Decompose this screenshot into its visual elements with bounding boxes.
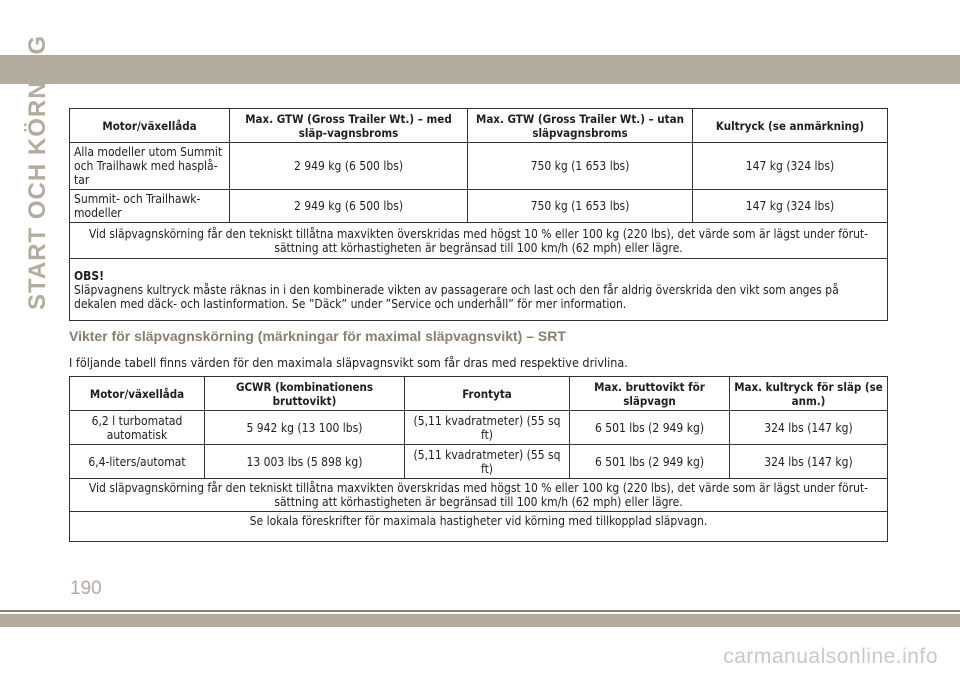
section-side-title: START OCH KÖRNING <box>24 34 51 310</box>
section-heading: Vikter för släpvagnskörning (märkningar för maximal släpvagnsvikt) – SRT <box>69 328 566 344</box>
footer-divider <box>0 610 960 612</box>
table-cell: 5 942 kg (13 100 lbs) <box>205 411 405 445</box>
header-bar <box>0 55 960 84</box>
table-cell: (5,11 kvadratmeter) (55 sq ft) <box>405 411 570 445</box>
table-note: Se lokala föreskrifter för maximala hastigheter vid körning med tillkopplad släpvagn. <box>70 512 888 542</box>
column-header: Kultryck (se anmärkning) <box>693 109 888 143</box>
column-header: Max. GTW (Gross Trailer Wt.) – med släp-vagnsbroms <box>230 109 468 143</box>
column-header: Max. kultryck för släp (se anm.) <box>730 377 888 411</box>
table-cell: 324 lbs (147 kg) <box>730 445 888 479</box>
table-note-row <box>70 512 888 542</box>
table-row <box>70 143 888 190</box>
table-cell: 6 501 lbs (2 949 kg) <box>570 411 730 445</box>
table-row <box>70 445 888 479</box>
table-row <box>70 190 888 223</box>
table-cell: 324 lbs (147 kg) <box>730 411 888 445</box>
watermark: carmanualsonline.info <box>723 645 938 668</box>
table-cell: 6,2 l turbomatad automatisk <box>70 411 205 445</box>
srt-trailer-weight-table <box>69 376 888 542</box>
table-cell: 750 kg (1 653 lbs) <box>468 190 693 223</box>
column-header: Motor/växellåda <box>70 377 205 411</box>
table-note-row <box>70 259 888 321</box>
table-cell: Alla modeller utom Summit och Trailhawk med hasplå-tar <box>70 143 230 190</box>
table-cell: 147 kg (324 lbs) <box>693 143 888 190</box>
column-header: Motor/växellåda <box>70 109 230 143</box>
table-cell: (5,11 kvadratmeter) (55 sq ft) <box>405 445 570 479</box>
page-top-margin <box>0 0 960 55</box>
table-cell: 2 949 kg (6 500 lbs) <box>230 143 468 190</box>
table-header-row <box>70 377 888 411</box>
table-footnote: Vid släpvagnskörning får den tekniskt tillåtna maxvikten överskridas med högst 10 % eller 100 kg (220 lbs), det värde som är lägst under förut-sättning att körhastigheten är begränsad till 100 km/h (62 mph) eller lägre. <box>70 223 888 259</box>
table-cell: 6,4-liters/automat <box>70 445 205 479</box>
note-title: OBS! <box>74 268 105 283</box>
note-text: Släpvagnens kultryck måste räknas in i den kombinerade vikten av passagerare och last och den får aldrig överskrida den vikt som anges på dekalen med däck- och lastinformation. Se ”Däck” under ”Service och underhåll” för mer information. <box>74 282 839 311</box>
table-cell: Summit- och Trailhawk-modeller <box>70 190 230 223</box>
table-cell: 13 003 lbs (5 898 kg) <box>205 445 405 479</box>
column-header: Max. bruttovikt för släpvagn <box>570 377 730 411</box>
table-cell: 147 kg (324 lbs) <box>693 190 888 223</box>
table-cell: 750 kg (1 653 lbs) <box>468 143 693 190</box>
footer-bar <box>0 614 960 627</box>
table-footnote-row <box>70 479 888 512</box>
table-row <box>70 411 888 445</box>
trailer-weight-table <box>69 108 888 321</box>
column-header: Frontyta <box>405 377 570 411</box>
table-footnote-row <box>70 223 888 259</box>
column-header: Max. GTW (Gross Trailer Wt.) – utan släpvagnsbroms <box>468 109 693 143</box>
intro-text: I följande tabell finns värden för den maximala släpvagnsvikt som får dras med respektive drivlina. <box>69 355 628 370</box>
table-cell: 2 949 kg (6 500 lbs) <box>230 190 468 223</box>
table-header-row <box>70 109 888 143</box>
page-number: 190 <box>70 578 102 599</box>
table-note <box>70 259 888 321</box>
table-footnote: Vid släpvagnskörning får den tekniskt tillåtna maxvikten överskridas med högst 10 % eller 100 kg (220 lbs), det värde som är lägst under förut-sättning att körhastigheten är begränsad till 100 km/h (62 mph) eller lägre. <box>70 479 888 512</box>
table-cell: 6 501 lbs (2 949 kg) <box>570 445 730 479</box>
column-header: GCWR (kombinationens bruttovikt) <box>205 377 405 411</box>
